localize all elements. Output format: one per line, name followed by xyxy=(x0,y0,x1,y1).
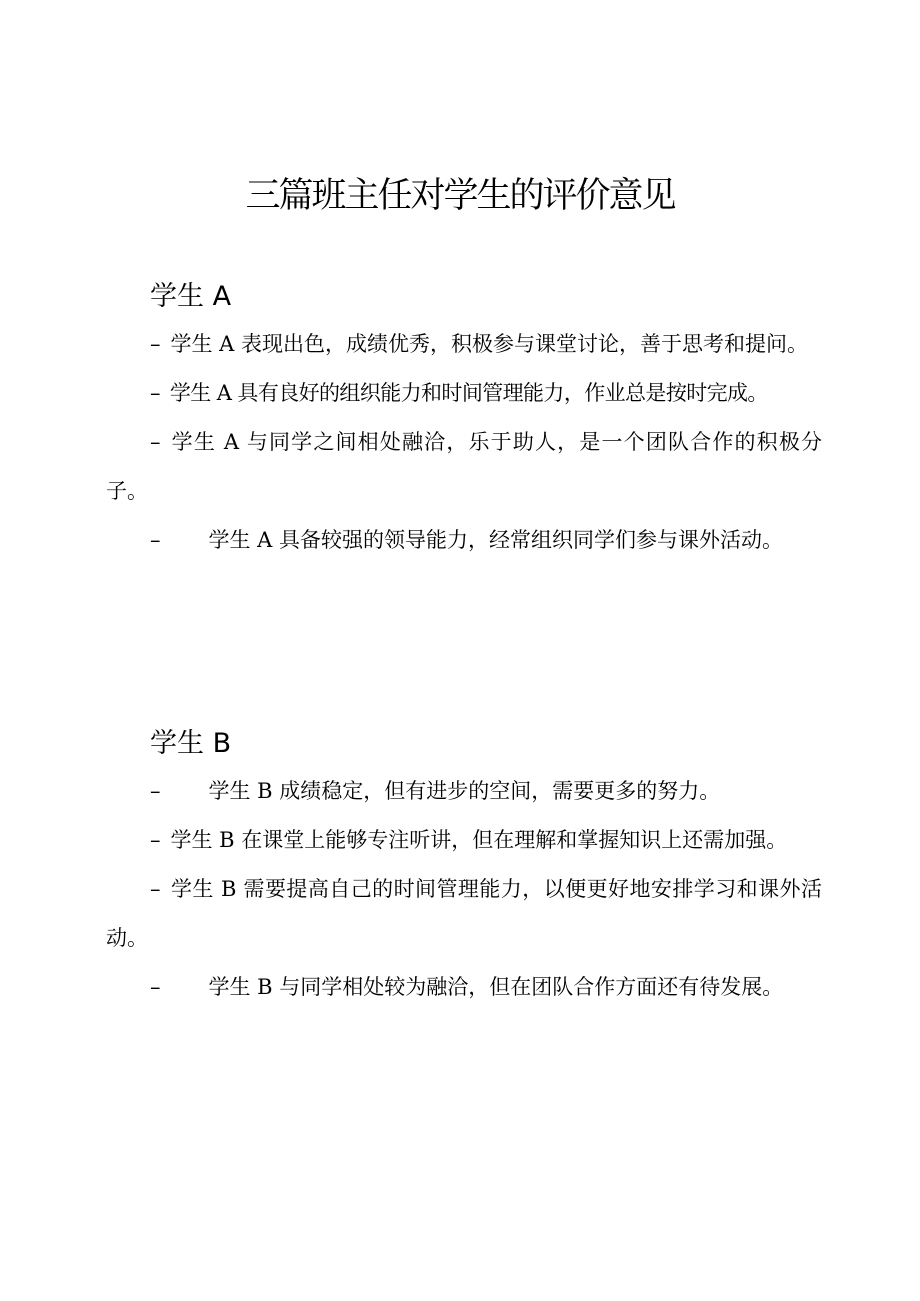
item-text: 学生 A 与同学之间相处融洽，乐于助人，是一个团队合作的积极分子。 xyxy=(106,430,822,503)
list-item xyxy=(106,369,822,418)
list-item xyxy=(106,767,822,816)
item-dash: – xyxy=(150,975,161,999)
item-text: 学生 A 表现出色，成绩优秀，积极参与课堂讨论，善于思考和提问。 xyxy=(170,332,809,356)
section-heading: 学生 B xyxy=(150,728,232,759)
item-dash: – xyxy=(150,332,161,356)
item-text: 学生 B 需要提高自己的时间管理能力，以便更好地安排学习和课外活动。 xyxy=(106,877,822,950)
list-item xyxy=(106,418,822,516)
item-text: 学生 A 具有良好的组织能力和时间管理能力，作业总是按时完成。 xyxy=(169,381,768,405)
document-title: 三篇班主任对学生的评价意见 xyxy=(245,176,675,216)
section-heading: 学生 A xyxy=(150,281,232,312)
item-dash: – xyxy=(150,877,161,901)
item-text: 学生 A 具备较强的领导能力，经常组织同学们参与课外活动。 xyxy=(208,528,784,552)
list-item xyxy=(106,865,822,963)
section-student-a xyxy=(106,274,822,565)
item-text: 学生 B 成绩稳定，但有进步的空间，需要更多的努力。 xyxy=(208,779,721,803)
section-student-b xyxy=(106,721,822,1012)
list-item xyxy=(106,320,822,369)
item-dash: – xyxy=(150,779,161,803)
item-text: 学生 B 在课堂上能够专注听讲，但在理解和掌握知识上还需加强。 xyxy=(170,828,788,852)
item-dash: – xyxy=(150,381,160,405)
list-item xyxy=(106,516,822,565)
item-text: 学生 B 与同学相处较为融洽，但在团队合作方面还有待发展。 xyxy=(208,975,784,999)
list-item xyxy=(106,816,822,865)
item-dash: – xyxy=(150,828,161,852)
item-dash: – xyxy=(150,528,161,552)
list-item xyxy=(106,963,822,1012)
item-dash: – xyxy=(150,430,161,454)
